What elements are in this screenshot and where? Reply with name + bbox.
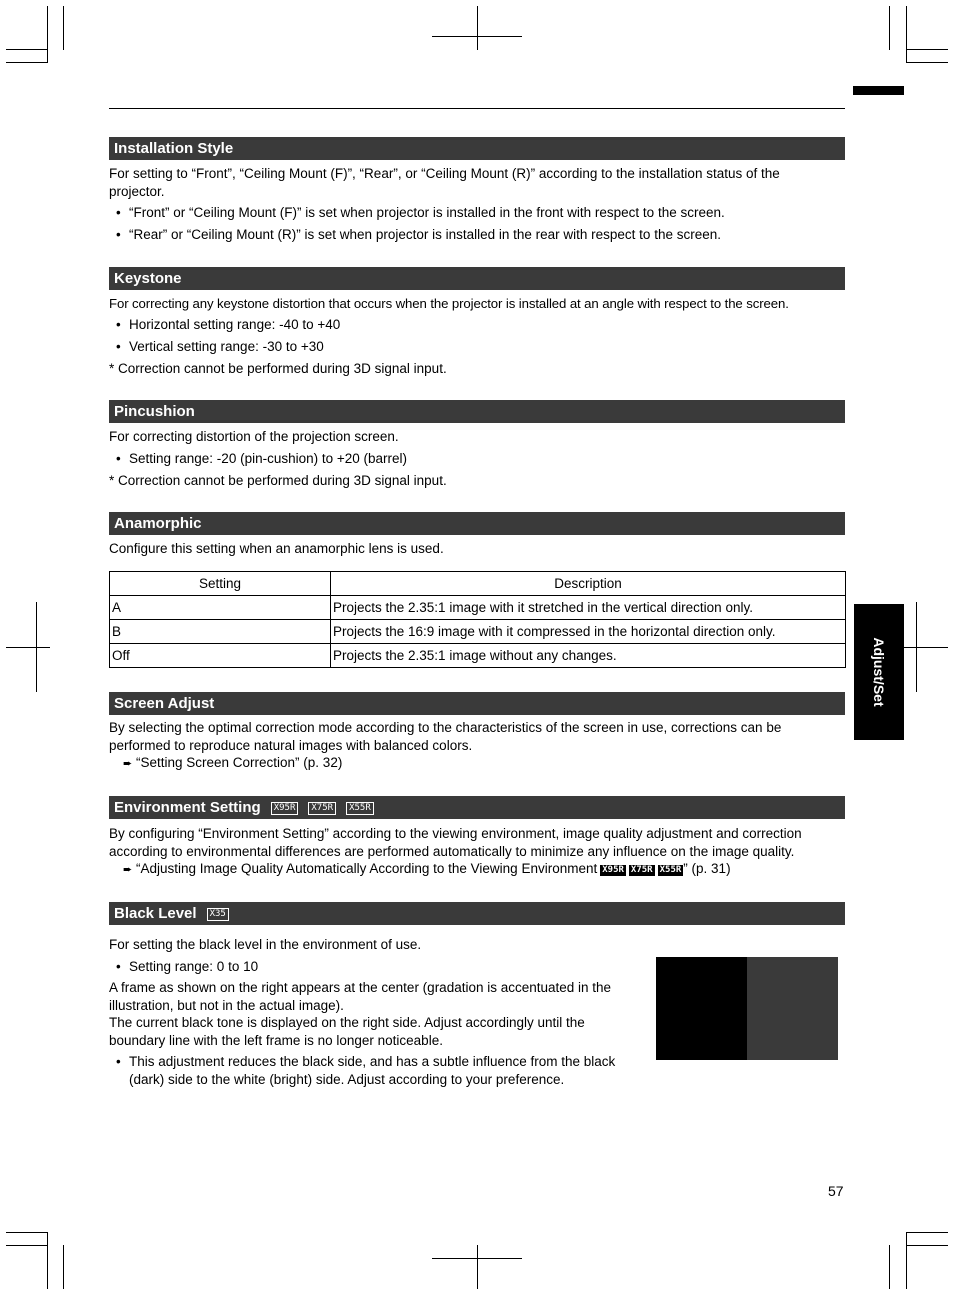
text-line: illustration, but not in the actual image). [109,997,344,1013]
text-line: performed to reproduce natural images with balanced colors. [109,737,473,753]
list-item-text: “Front” or “Ceiling Mount (F)” is set when projector is installed in the front with respect to the screen. [129,205,725,220]
reference-page: ” (p. 31) [683,861,731,876]
pincushion-note: * Correction cannot be performed during 3D signal input. [109,473,447,488]
list-item-text: Setting range: 0 to 10 [129,959,259,974]
model-badge: X75R [630,865,653,875]
black-level-paragraph [109,979,649,1049]
bullet-icon: • [116,959,121,974]
section-title: Installation Style [114,140,234,157]
reference-text: “Setting Screen Correction” (p. 32) [135,755,343,770]
list-item-text: Vertical setting range: -30 to +30 [129,339,324,354]
section-header-pincushion [109,400,845,423]
table-cell: Projects the 2.35:1 image without any changes. [331,644,846,668]
table-header-row [110,572,846,596]
anamorphic-table [109,571,846,668]
text-line: By selecting the optimal correction mode according to the characteristics of the screen in use, corrections can be [109,720,782,735]
black-swatch-right [747,957,838,1060]
section-header-black-level [109,902,845,925]
arrow-right-icon: ➨ [123,864,133,876]
bullet-icon: • [116,1054,121,1069]
section-header-screen-adjust [109,692,845,715]
model-badge: X55R [659,865,682,875]
text-line: projector. [109,183,165,199]
top-rule [109,108,845,109]
table-cell: Projects the 2.35:1 image with it stretched in the vertical direction only. [331,596,846,620]
screen-adjust-text [109,719,849,754]
text-line: A frame as shown on the right appears at the center (gradation is accentuated in the [109,980,612,995]
text-line: By configuring “Environment Setting” according to the viewing environment, image quality adjustment and correction [109,826,802,841]
text-line: For setting to “Front”, “Ceiling Mount (F)”, “Rear”, or “Ceiling Mount (R)” according to the installation status of the [109,166,780,181]
anamorphic-intro: Configure this setting when an anamorphic lens is used. [109,541,444,556]
arrow-right-icon: ➨ [123,758,133,770]
section-title: Black Level [114,905,197,922]
list-item-text: “Rear” or “Ceiling Mount (R)” is set when projector is installed in the rear with respect to the screen. [129,227,721,242]
model-badge: X95R [271,802,299,815]
black-level-intro: For setting the black level in the environment of use. [109,937,422,952]
list-item [116,958,258,976]
table-cell: Off [110,644,331,668]
table-row [110,644,846,668]
top-tab-marker [853,86,904,95]
list-item [116,204,725,222]
side-tab-label: Adjust/Set [871,637,887,707]
reference-link-adjusting-image-quality[interactable] [123,860,731,880]
reference-text: “Adjusting Image Quality Automatically According to the Viewing Environment [135,861,598,876]
section-title: Pincushion [114,403,195,420]
list-item [116,316,340,334]
section-header-anamorphic [109,512,845,535]
text-line: The current black tone is displayed on the right side. Adjust accordingly until the [109,1015,585,1030]
bullet-icon: • [116,339,121,354]
bullet-icon: • [116,205,121,220]
page-number: 57 [828,1183,844,1199]
table-header-cell: Description [331,572,846,596]
list-item [116,338,324,356]
section-header-environment-setting [109,796,845,819]
pincushion-intro: For correcting distortion of the projection screen. [109,429,399,444]
model-badge: X75R [308,802,336,815]
list-item-text: Setting range: -20 (pin-cushion) to +20 (barrel) [129,451,408,466]
section-title: Screen Adjust [114,695,215,712]
bullet-icon: • [116,451,121,466]
model-badge: X35 [207,908,229,921]
model-badge: X95R [602,865,624,875]
bullet-icon: • [116,317,121,332]
section-title: Environment Setting [114,799,261,816]
table-cell: B [110,620,331,644]
section-header-installation-style [109,137,845,160]
list-item [116,226,721,244]
list-item-text: (dark) side to the white (bright) side. Adjust according to your preference. [129,1071,565,1087]
model-badge: X55R [346,802,374,815]
environment-text [109,825,849,860]
text-line: according to environmental differences are performed automatically to minimize any influence on the image quality. [109,843,795,859]
list-item [116,1053,615,1088]
installation-intro [109,165,849,200]
section-header-keystone [109,267,845,290]
list-item-text: This adjustment reduces the black side, and has a subtle influence from the black [129,1054,616,1069]
list-item [116,450,407,468]
table-row [110,596,846,620]
bullet-icon: • [116,227,121,242]
keystone-intro: For correcting any keystone distortion that occurs when the projector is installed at an angle with respect to the screen. [109,296,789,311]
table-header-cell: Setting [110,572,331,596]
text-line: boundary line with the left frame is no longer noticeable. [109,1032,443,1048]
reference-link-screen-correction[interactable] [123,754,342,774]
table-row [110,620,846,644]
table-cell: A [110,596,331,620]
table-cell: Projects the 16:9 image with it compressed in the horizontal direction only. [331,620,846,644]
black-swatch-left [656,957,747,1060]
section-title: Anamorphic [114,515,202,532]
side-tab [854,604,904,740]
section-title: Keystone [114,270,182,287]
list-item-text: Horizontal setting range: -40 to +40 [129,317,341,332]
keystone-note: * Correction cannot be performed during 3D signal input. [109,361,447,376]
